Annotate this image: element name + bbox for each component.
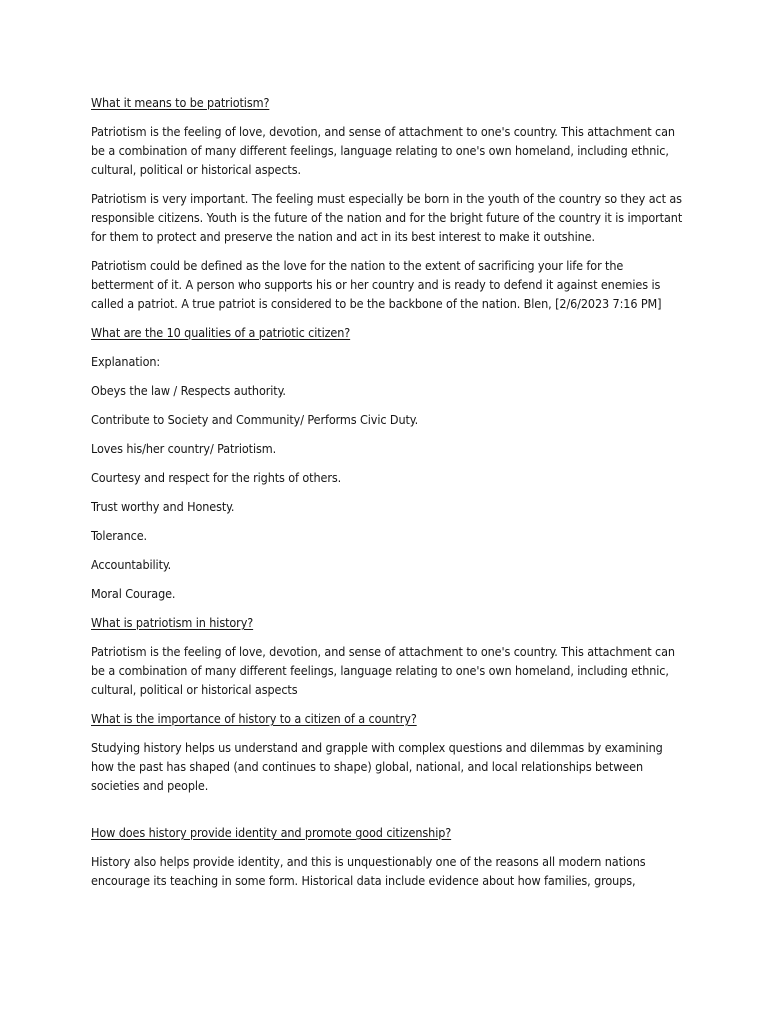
quality-item: Tolerance. [91,528,147,543]
quality-item: Loves his/her country/ Patriotism. [91,441,277,456]
paragraph: Patriotism is the feeling of love, devotion, and sense of attachment to one's country. This attachment can be a combination of many different feelings, language relating to one's own homeland, including ethnic, cultural, political or historical aspects [91,644,675,697]
paragraph: History also helps provide identity, and this is unquestionably one of the reasons all modern nations encourage its teaching in some form. Historical data include evidence about how families, groups, [91,854,646,888]
quality-item: Trust worthy and Honesty. [91,499,235,514]
quality-item: Courtesy and respect for the rights of others. [91,470,342,485]
section-heading: What are the 10 qualities of a patriotic citizen? [91,325,351,340]
document-body [91,93,683,900]
quality-item: Accountability. [91,557,172,572]
section-heading: What is the importance of history to a citizen of a country? [91,711,417,726]
quality-item: Contribute to Society and Community/ Performs Civic Duty. [91,412,419,427]
section-heading: How does history provide identity and promote good citizenship? [91,825,452,840]
paragraph: Patriotism is very important. The feeling must especially be born in the youth of the country so they act as responsible citizens. Youth is the future of the nation and for the bright future of the country it is important for them to protect and preserve the nation and act in its best interest to make it outshine. [91,191,683,244]
quality-item: Obeys the law / Respects authority. [91,383,286,398]
paragraph: Patriotism is the feeling of love, devotion, and sense of attachment to one's country. This attachment can be a combination of many different feelings, language relating to one's own homeland, including ethnic, cultural, political or historical aspects. [91,124,675,177]
quality-item: Moral Courage. [91,586,176,601]
section-heading: What it means to be patriotism? [91,95,270,110]
section-heading: What is patriotism in history? [91,615,254,630]
explanation-label: Explanation: [91,354,161,369]
paragraph: Studying history helps us understand and grapple with complex questions and dilemmas by examining how the past has shaped (and continues to shape) global, national, and local relationships between societies and people. [91,740,663,793]
paragraph: Patriotism could be defined as the love for the nation to the extent of sacrificing your life for the betterment of it. A person who supports his or her country and is ready to defend it against enemies is called a patriot. A true patriot is considered to be the backbone of the nation. Blen, [2/6/2023 7:16 PM] [91,258,662,311]
